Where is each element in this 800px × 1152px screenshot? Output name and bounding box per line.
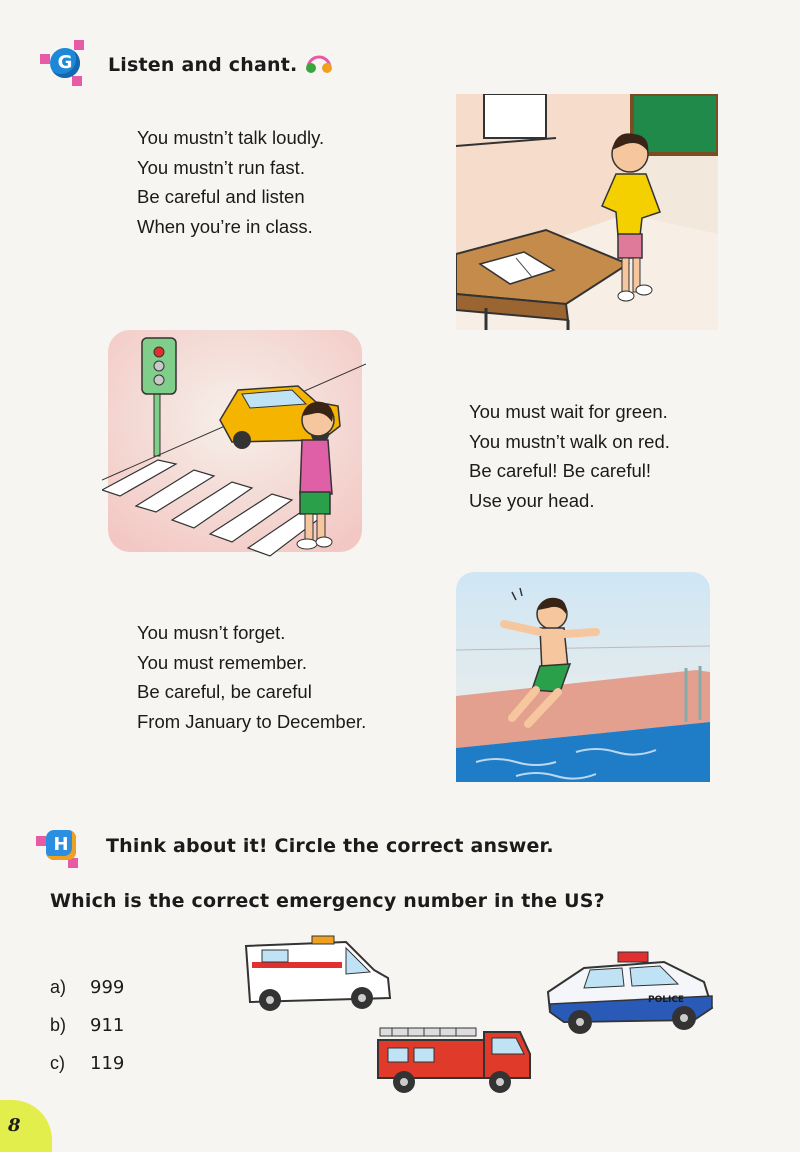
option-value[interactable]: 119 — [90, 1052, 125, 1074]
verse-line: From January to December. — [137, 710, 367, 732]
street-crossing-illustration — [102, 330, 366, 560]
option-a[interactable] — [50, 968, 124, 1006]
verse-line: Use your head. — [469, 489, 595, 511]
question-text: Which is the correct emergency number in the US? — [50, 890, 605, 912]
chant-verse-3 — [137, 618, 366, 736]
ambulance-illustration — [242, 932, 394, 1014]
verse-line: You must remember. — [137, 651, 308, 673]
police-car-illustration — [544, 942, 716, 1038]
verse-line: Be careful and listen — [137, 186, 305, 207]
option-value[interactable]: 911 — [90, 1014, 125, 1036]
section-g-heading: Listen and chant. — [108, 54, 298, 76]
option-letter: a) — [50, 976, 67, 997]
chant-verse-1 — [137, 123, 324, 241]
answer-options — [50, 968, 124, 1082]
police-label: POLICE — [648, 995, 685, 1005]
verse-line: You mustn’t walk on red. — [469, 430, 670, 452]
fire-truck-illustration — [374, 1018, 536, 1096]
verse-line: Be careful! Be careful! — [469, 460, 652, 481]
classroom-boy-illustration — [456, 94, 718, 330]
headphones-icon[interactable] — [302, 48, 336, 78]
verse-line: You mustn’t talk loudly. — [137, 127, 325, 148]
option-letter: b) — [50, 1014, 67, 1035]
section-h-marker — [36, 822, 82, 868]
page-number: 8 — [8, 1115, 21, 1136]
section-g-marker — [40, 40, 86, 86]
option-c[interactable] — [50, 1044, 124, 1082]
verse-line: When you’re in class. — [137, 215, 313, 237]
verse-line: Be careful, be careful — [137, 681, 312, 702]
swimming-pool-illustration — [456, 572, 710, 782]
chant-verse-2 — [469, 397, 670, 515]
verse-line: You mustn’t run fast. — [137, 156, 305, 178]
section-g-letter: G — [50, 48, 80, 78]
section-h-letter: H — [46, 830, 76, 860]
verse-line: You must wait for green. — [469, 401, 668, 422]
option-letter: c) — [50, 1052, 65, 1073]
option-value[interactable]: 999 — [90, 976, 125, 998]
verse-line: You musn’t forget. — [137, 622, 286, 643]
section-h-heading: Think about it! Circle the correct answer. — [106, 835, 554, 857]
option-b[interactable] — [50, 1006, 124, 1044]
